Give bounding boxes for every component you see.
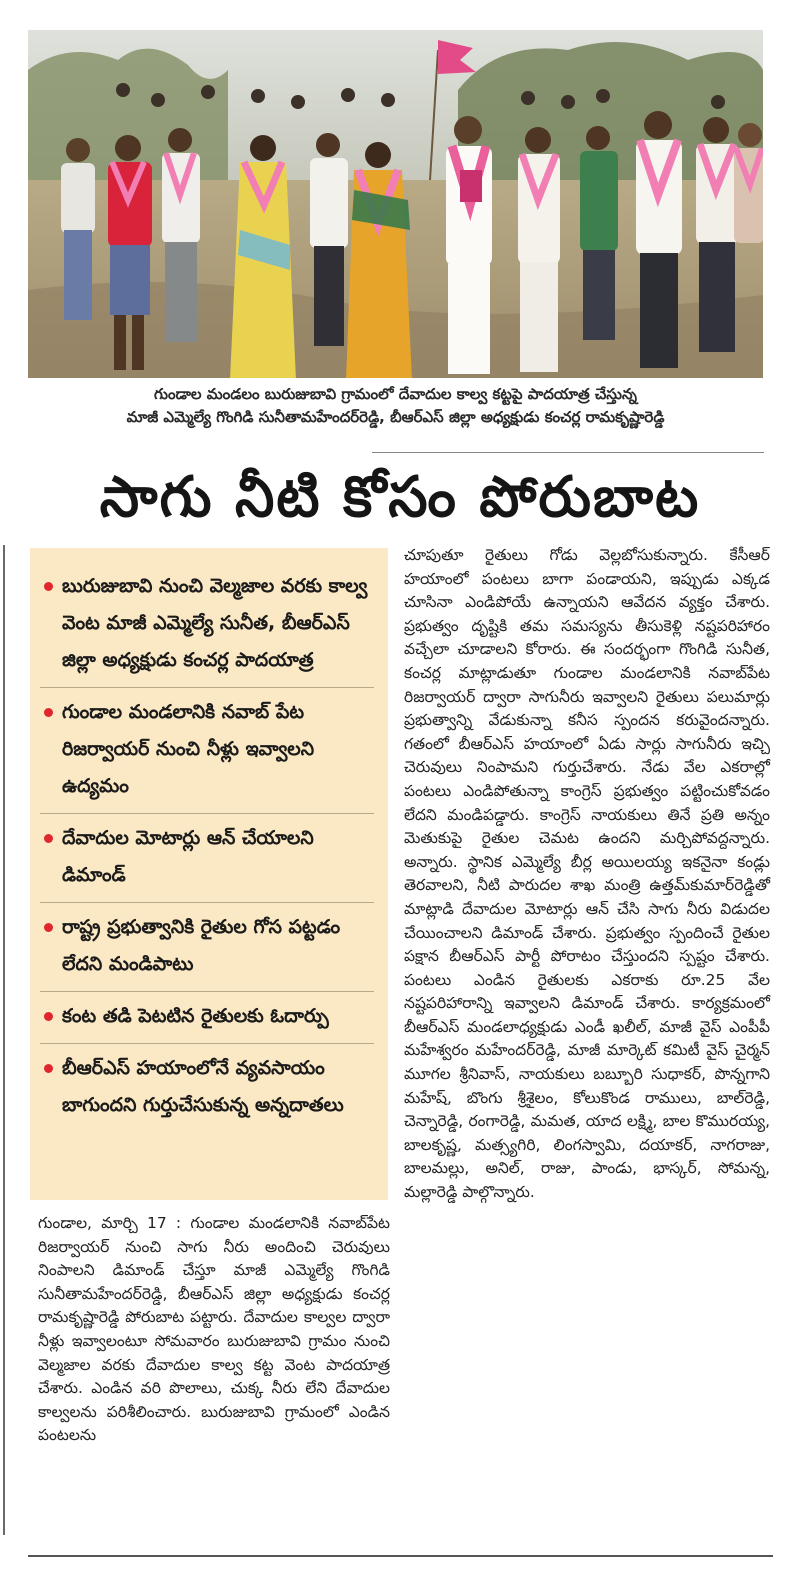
highlight-text: బురుజుబావి నుంచి వెల్మజాల వరకు కాల్వ వెంట మాజీ ఎమ్మెల్యే సునీత, బీఆర్‌ఎస్ జిల్లా అధ్యక్షుడు కంచర్ల పాదయాత్ర xyxy=(62,575,368,671)
headline: సాగు నీటి కోసం పోరుబాట xyxy=(99,465,701,530)
caption-divider xyxy=(372,452,764,453)
bullet-icon xyxy=(44,708,53,717)
highlight-item xyxy=(40,814,374,903)
bottom-divider xyxy=(28,1555,773,1557)
highlight-text: దేవాదుల మోటార్లు ఆన్ చేయాలని డిమాండ్ xyxy=(62,827,314,886)
bullet-icon xyxy=(44,923,53,932)
bullet-icon xyxy=(44,582,53,591)
column-edge-rule xyxy=(3,545,5,1535)
highlight-text: గుండాల మండలానికి నవాబ్ పేట రిజర్వాయర్ నుంచి నీళ్లు ఇవ్వాలని ఉద్యమం xyxy=(62,701,315,797)
highlight-text: కంట తడి పెటటిన రైతులకు ఓదార్పు xyxy=(62,1005,329,1027)
highlight-item xyxy=(40,903,374,992)
highlight-item xyxy=(40,992,374,1044)
highlight-item xyxy=(40,1044,374,1132)
caption-line-2: మాజీ ఎమ్మెల్యే గొంగిడి సునీతామహేందర్‌రెడ్డి, బీఆర్‌ఎస్ జిల్లా అధ్యక్షుడు కంచర్ల రామకృష్ణారెడ్డి xyxy=(126,408,665,426)
article-body-right: చూపుతూ రైతులు గోడు వెల్లబోసుకున్నారు. కేసీఆర్ హయాంలో పంటలు బాగా పండాయని, ఇప్పుడు ఎక్కడ చూసినా ఎండిపోయే ఉన్నాయని ఆవేదన వ్యక్తం చేశారు. ప్రభుత్వం దృష్టికి తమ సమస్యను తీసుకెళ్లి నష్టపరిహారం వచ్చేలా చూడాలని కోరారు. ఈ సందర్భంగా గొంగిడి సునీత, కంచర్ల మాట్లాడుతూ గుండాల మండలానికి నవాబ్‌పేట రిజర్వాయర్ ద్వారా సాగునీరు ఇవ్వాలని రైతులు పలుమార్లు ప్రభుత్వాన్ని వేడుకున్నా కనీస స్పందన కరువైందన్నారు. గతంలో బీఆర్‌ఎస్ హయాంలో ఏడు సార్లు సాగునీరు ఇచ్చి చెరువులు నింపామని గుర్తుచేశారు. నేడు వేల ఎకరాల్లో పంటలు ఎండిపోతున్నా కాంగ్రెస్ ప్రభుత్వం పట్టించుకోవడం లేదని మండిపడ్డారు. కాంగ్రెస్ నాయకులు తినే ప్రతి అన్నం మెతుకుపై రైతుల చెమట ఉందని మర్చిపోవద్దన్నారు. అన్నారు. స్థానిక ఎమ్మెల్యే బీర్ల అయిలయ్య ఇకనైనా కండ్లు తెరవాలని, నీటి పారుదల శాఖ మంత్రి ఉత్తమ్‌కుమార్‌రెడ్డితో మాట్లాడి దేవాదుల మోటార్లు ఆన్ చేసి సాగు నీరు విడుదల చేయించాలని డిమాండ్ చేశారు. ప్రభుత్వం స్పందించే రైతుల పక్షాన బీఆర్‌ఎస్ పార్టీ పోరాటం చేస్తుందని స్పష్టం చేశారు. పంటలు ఎండిన రైతులకు ఎకరాకు రూ.25 వేల నష్టపరిహారాన్ని ఇవ్వాలని డిమాండ్ చేశారు. కార్యక్రమంలో బీఆర్‌ఎస్ మండలాధ్యక్షుడు ఎండీ ఖలీల్, మాజీ వైస్ ఎంపీపీ మహేశ్వరం మహేందర్‌రెడ్డి, మాజీ మార్కెట్ కమిటీ వైస్ చైర్మన్ మూగల శ్రీనివాస్, నాయకులు బబ్బూరి సుధాకర్, పొన్నగాని మహేష్, బొంగు శ్రీశైలం, కోలుకొండ రాములు, బాల్‌రెడ్డి, చెన్నారెడ్డి, రంగారెడ్డి, మమత, యాద లక్ష్మి, బాల కొమురయ్య, బాలకృష్ణ, మత్స్యగిరి, లింగస్వామి, దయాకర్, నాగరాజు, బాలమల్లు, అనిల్, రాజు, పాండు, భాస్కర్, సోమన్న, మల్లారెడ్డి పాల్గొన్నారు. xyxy=(404,546,770,1202)
highlight-item xyxy=(40,562,374,688)
caption-line-1: గుండాల మండలం బురుజుబావి గ్రామంలో దేవాదుల కాల్వ కట్టపై పాదయాత్ర చేస్తున్న xyxy=(154,385,637,403)
highlight-text: బీఆర్‌ఎస్ హయాంలోనే వ్యవసాయం బాగుందని గుర్తుచేసుకున్న అన్నదాతలు xyxy=(62,1057,344,1116)
highlight-text: రాష్ట్ర ప్రభుత్వానికి రైతుల గోస పట్టడం లేదని మండిపాటు xyxy=(62,916,341,975)
bullet-icon xyxy=(44,834,53,843)
article-body-left: గుండాల, మార్చి 17 : గుండాల మండలానికి నవాబ్‌పేట రిజర్వాయర్ నుంచి సాగు నీరు అందించి చెరువులు నింపాలని డిమాండ్ చేస్తూ మాజీ ఎమ్మెల్యే గొంగిడి సునీతామహేందర్‌రెడ్డి, బీఆర్‌ఎస్ జిల్లా అధ్యక్షుడు కంచర్ల రామకృష్ణారెడ్డి పోరుబాట పట్టారు. దేవాదుల కాల్వల ద్వారా నీళ్లు ఇవ్వాలంటూ సోమవారం బురుజుబావి గ్రామం నుంచి వెల్మజాల వరకు దేవాదుల కాల్వ కట్ట వెంట పాదయాత్ర చేశారు. ఎండిన వరి పొలాలు, చుక్క నీరు లేని దేవాదుల కాల్వలను పరిశీలించారు. బురుజుబావి గ్రామంలో ఎండిన పంటలను xyxy=(38,1214,390,1445)
news-photo xyxy=(28,30,763,378)
highlights-box xyxy=(30,548,388,1200)
highlight-item xyxy=(40,688,374,814)
bullet-icon xyxy=(44,1012,53,1021)
bullet-icon xyxy=(44,1064,53,1073)
photo-caption xyxy=(28,383,763,429)
